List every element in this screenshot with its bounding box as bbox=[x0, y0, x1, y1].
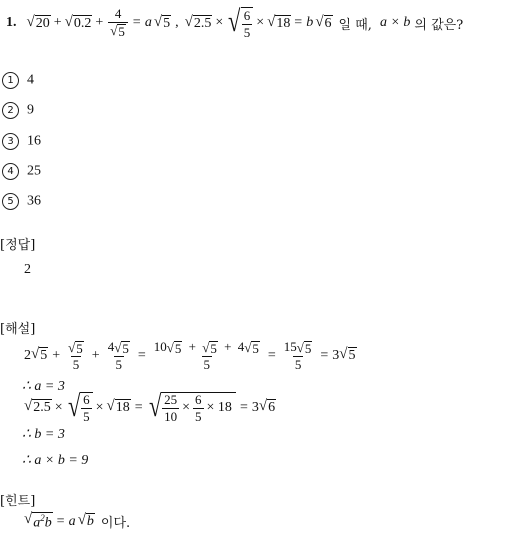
sqrt-0.2: √ 0.2 bbox=[64, 13, 92, 31]
choice-3[interactable] bbox=[2, 133, 41, 150]
choice-1[interactable] bbox=[2, 72, 34, 89]
sqrt-2.5: √ 2.5 bbox=[184, 13, 212, 31]
choice-4[interactable] bbox=[2, 163, 41, 180]
fraction-4-over-sqrt5: 4 √ 5 bbox=[108, 7, 128, 39]
sqrt-5: √ 5 bbox=[153, 13, 171, 31]
explanation-line-5: ∴ a × b = 9 bbox=[22, 453, 89, 468]
choice-value: 16 bbox=[27, 133, 41, 149]
explanation-line-1: 2 √ 5 + √ 5 5 + 4 √ 5 5 = 10 √ 5 + √ 5 + 4 √ 5 5 = 15 √ 5 5 = 3 √ 5 bbox=[24, 339, 356, 373]
question-expression: √ 20 + √ 0.2 + 4 √ 5 = a √ 5 , √ 2.5 × √ $\frac{6}{5}$ × √ 18 = b √ 6 일 때, a × b 의 값은? bbox=[26, 4, 464, 40]
explanation-line-4: ∴ b = 3 bbox=[22, 427, 65, 442]
circled-number-4: 4 bbox=[2, 163, 19, 180]
answer-label: [정답] bbox=[0, 238, 36, 253]
question-number: 1. bbox=[6, 15, 17, 30]
circled-number-2: 2 bbox=[2, 102, 19, 119]
choice-value: 36 bbox=[27, 193, 41, 209]
sqrt-18: √ 18 bbox=[267, 13, 291, 31]
choice-value: 9 bbox=[27, 102, 34, 118]
explanation-line-2: ∴ a = 3 bbox=[22, 379, 65, 394]
explanation-label: [해설] bbox=[0, 322, 36, 337]
circled-number-5: 5 bbox=[2, 193, 19, 210]
answer-value: 2 bbox=[24, 262, 31, 277]
sqrt-6: √ 6 bbox=[315, 13, 332, 31]
question-line bbox=[6, 4, 463, 42]
choice-value: 25 bbox=[27, 163, 41, 179]
choice-value: 4 bbox=[27, 72, 34, 88]
circled-number-3: 3 bbox=[2, 133, 19, 150]
hint-line: √ $a^2b$ = a √ b 이다. bbox=[24, 511, 131, 532]
sqrt-6-over-5: √ $\frac{6}{5}$ bbox=[226, 7, 253, 39]
circled-number-1: 1 bbox=[2, 72, 19, 89]
sqrt-20: √ 20 bbox=[26, 13, 50, 31]
explanation-line-3: √ 2.5 × √ $\frac{6}{5}$ × √ 18 = √ $\frac{25}{10}$ × $\frac{6}{5}$ × 18 = 3 √ 6 bbox=[24, 390, 276, 424]
choice-2[interactable] bbox=[2, 102, 34, 119]
hint-label: [힌트] bbox=[0, 494, 36, 509]
choice-5[interactable] bbox=[2, 193, 41, 210]
